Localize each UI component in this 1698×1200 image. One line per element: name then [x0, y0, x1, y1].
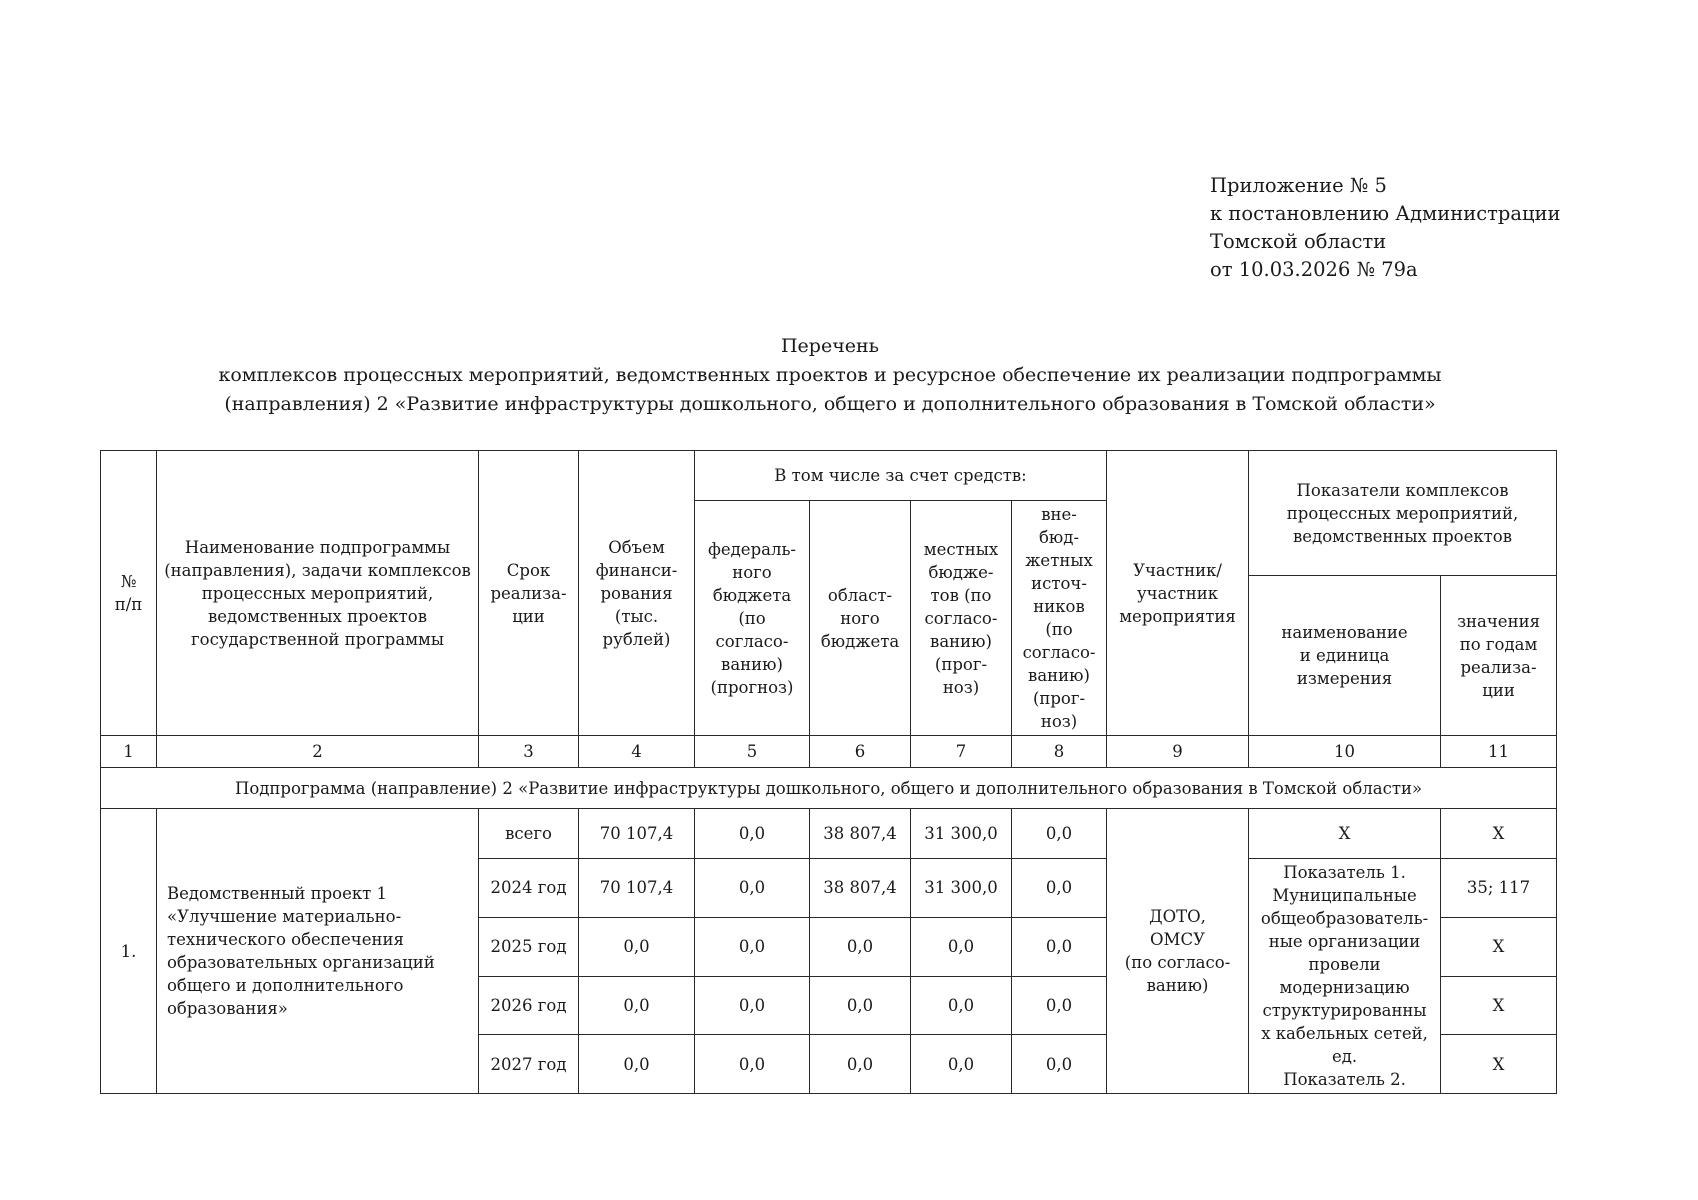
- title-line-2: комплексов процессных мероприятий, ведомственных проектов и ресурсное обеспечение их реализации подпрограммы: [218, 364, 1442, 386]
- header-indicators: Показатели комплексов процессных мероприятий, ведомственных проектов: [1249, 451, 1557, 576]
- funding-table: [100, 450, 1557, 1094]
- indicator-total: Х: [1249, 809, 1441, 859]
- row-federal: 0,0: [695, 1035, 810, 1094]
- indicator-description: Показатель 1. Муниципальные общеобразователь- ные организации провели модернизацию структурированны х кабельных сетей, ед. Показатель 2.: [1249, 859, 1441, 1094]
- row-federal: 0,0: [695, 859, 810, 918]
- row-volume: 0,0: [579, 1035, 695, 1094]
- header-offbudget: вне- бюд- жетных источ- ников (по согласо- ванию) (прог- ноз): [1012, 501, 1107, 736]
- column-number: 5: [695, 736, 810, 768]
- column-number: 7: [911, 736, 1012, 768]
- row-local: 0,0: [911, 1035, 1012, 1094]
- header-participant: Участник/ участник мероприятия: [1107, 451, 1249, 736]
- row-regional: 0,0: [810, 1035, 911, 1094]
- row-indicator-value: Х: [1441, 976, 1557, 1035]
- column-number: 8: [1012, 736, 1107, 768]
- document-title: [100, 332, 1560, 419]
- column-number: 6: [810, 736, 911, 768]
- header-indicator-values: значения по годам реализа- ции: [1441, 576, 1557, 736]
- row-regional: 0,0: [810, 917, 911, 976]
- row-term: 2024 год: [479, 859, 579, 918]
- row-offbudget: 0,0: [1012, 859, 1107, 918]
- column-number-row: [101, 736, 1557, 768]
- row-offbudget: 0,0: [1012, 917, 1107, 976]
- row-regional: 38 807,4: [810, 859, 911, 918]
- row-local: 31 300,0: [911, 859, 1012, 918]
- header-num: № п/п: [101, 451, 157, 736]
- row-term: 2025 год: [479, 917, 579, 976]
- header-volume: Объем финанси- рования (тыс. рублей): [579, 451, 695, 736]
- column-number: 9: [1107, 736, 1249, 768]
- header-regional: област- ного бюджета: [810, 501, 911, 736]
- column-number: 1: [101, 736, 157, 768]
- column-number: 11: [1441, 736, 1557, 768]
- row-regional: 38 807,4: [810, 809, 911, 859]
- appendix-block: [1210, 172, 1561, 284]
- subprogram-title: Подпрограмма (направление) 2 «Развитие инфраструктуры дошкольного, общего и дополнительного образования в Томской области»: [101, 768, 1557, 809]
- row-indicator-value: Х: [1441, 809, 1557, 859]
- column-number: 2: [157, 736, 479, 768]
- project-name: Ведомственный проект 1 «Улучшение материально- технического обеспечения образовательных организаций общего и дополнительного образования»: [157, 809, 479, 1094]
- row-federal: 0,0: [695, 809, 810, 859]
- appendix-line-2: к постановлению Администрации: [1210, 202, 1561, 225]
- row-offbudget: 0,0: [1012, 809, 1107, 859]
- header-indicator-name: наименование и единица измерения: [1249, 576, 1441, 736]
- header-term: Срок реализа- ции: [479, 451, 579, 736]
- row-volume: 70 107,4: [579, 859, 695, 918]
- row-offbudget: 0,0: [1012, 1035, 1107, 1094]
- row-federal: 0,0: [695, 917, 810, 976]
- row-offbudget: 0,0: [1012, 976, 1107, 1035]
- column-number: 10: [1249, 736, 1441, 768]
- row-volume: 0,0: [579, 976, 695, 1035]
- header-local: местных бюдже- тов (по согласо- ванию) (прог- ноз): [911, 501, 1012, 736]
- row-regional: 0,0: [810, 976, 911, 1035]
- title-line-3: (направления) 2 «Развитие инфраструктуры дошкольного, общего и дополнительного образования в Томской области»: [224, 393, 1436, 415]
- row-federal: 0,0: [695, 976, 810, 1035]
- header-including: В том числе за счет средств:: [695, 451, 1107, 501]
- row-indicator-value: 35; 117: [1441, 859, 1557, 918]
- column-number: 3: [479, 736, 579, 768]
- project-number: 1.: [101, 809, 157, 1094]
- appendix-line-1: Приложение № 5: [1210, 174, 1387, 197]
- column-number: 4: [579, 736, 695, 768]
- row-indicator-value: Х: [1441, 917, 1557, 976]
- row-volume: 0,0: [579, 917, 695, 976]
- row-local: 0,0: [911, 917, 1012, 976]
- row-term: 2027 год: [479, 1035, 579, 1094]
- header-federal: федераль- ного бюджета (по согласо- ванию) (прогноз): [695, 501, 810, 736]
- row-term: 2026 год: [479, 976, 579, 1035]
- row-local: 0,0: [911, 976, 1012, 1035]
- project-participant: ДОТО, ОМСУ (по согласо- ванию): [1107, 809, 1249, 1094]
- title-line-1: Перечень: [780, 335, 880, 357]
- appendix-line-3: Томской области: [1210, 230, 1387, 253]
- row-volume: 70 107,4: [579, 809, 695, 859]
- row-indicator-value: Х: [1441, 1035, 1557, 1094]
- row-local: 31 300,0: [911, 809, 1012, 859]
- row-term: всего: [479, 809, 579, 859]
- header-name: Наименование подпрограммы (направления), задачи комплексов процессных мероприятий, ведомственных проектов государственной программы: [157, 451, 479, 736]
- appendix-line-4: от 10.03.2026 № 79а: [1210, 258, 1418, 281]
- table-row: [101, 809, 1557, 859]
